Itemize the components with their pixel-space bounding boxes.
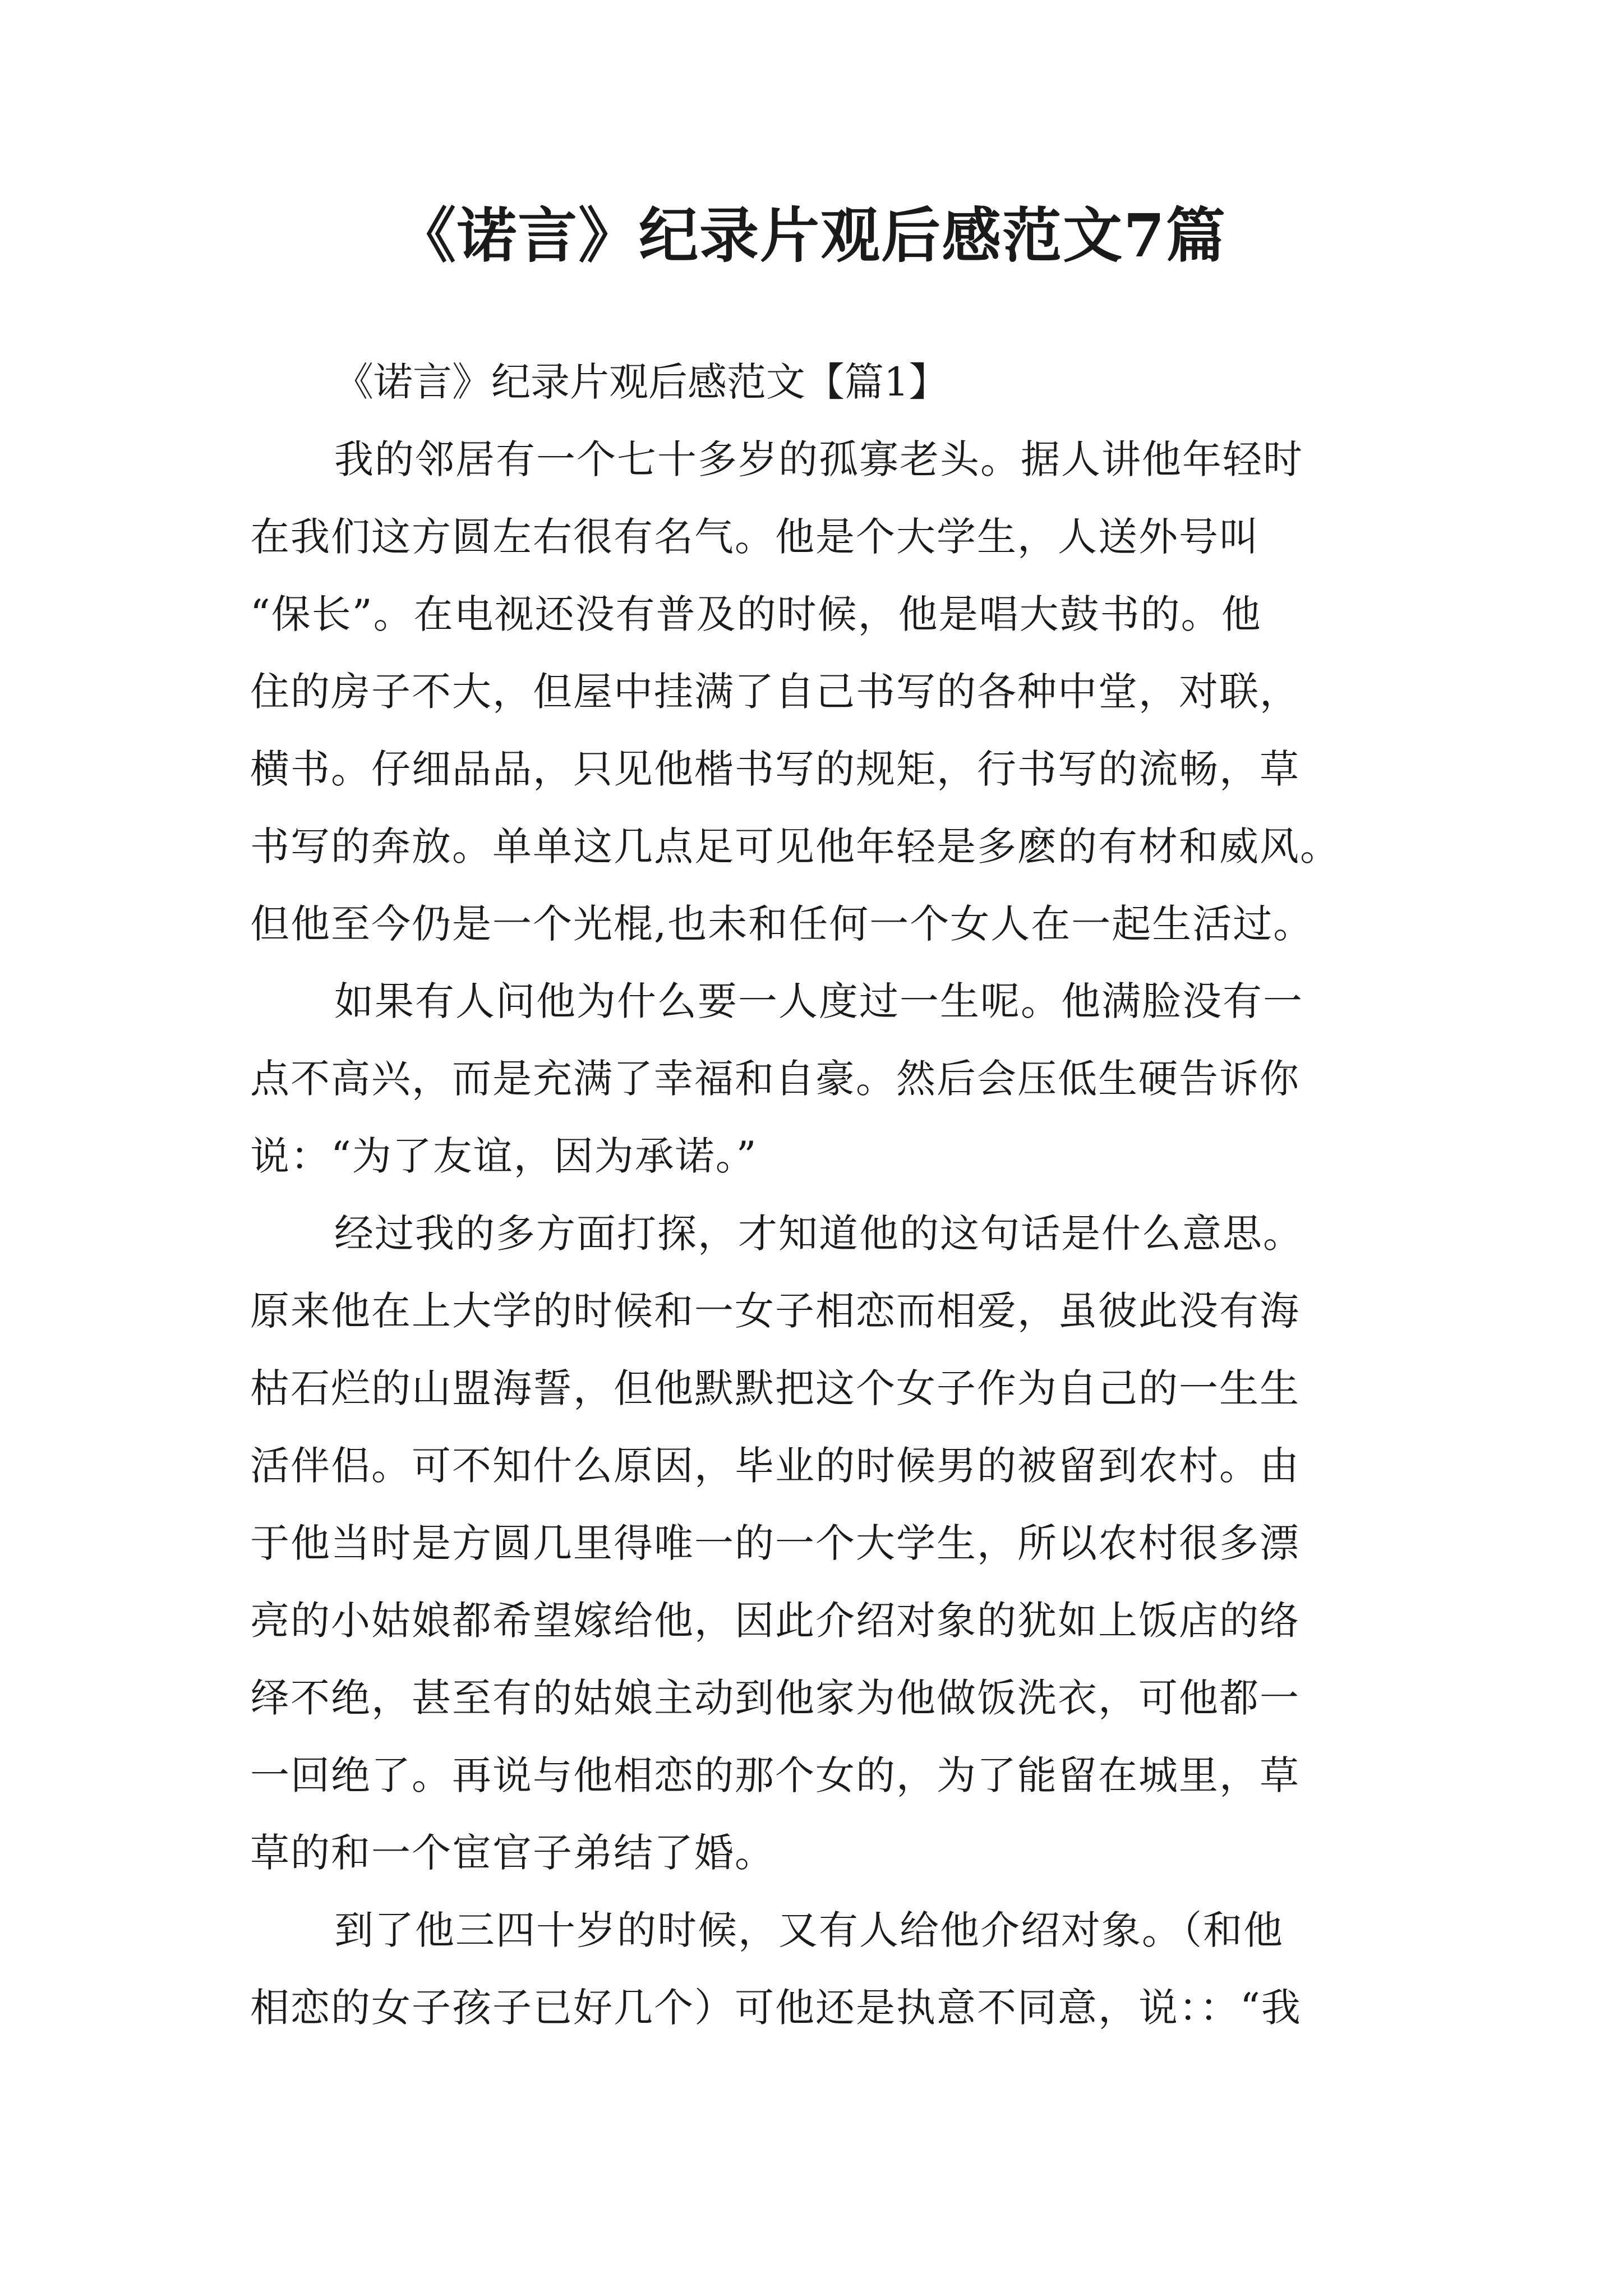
- text-line: 亮的小姑娘都希望嫁给他，因此介绍对象的犹如上饭店的络: [250, 1598, 1300, 1644]
- paragraph-4: [250, 1892, 1389, 2046]
- text-line: 枯石烂的山盟海誓，但他默默把这个女子作为自己的一生生: [250, 1365, 1300, 1411]
- text-line: 经过我的多方面打探，才知道他的这句话是什么意思。: [334, 1211, 1303, 1257]
- text-line: 我的邻居有一个七十多岁的孤寡老头。据人讲他年轻时: [334, 436, 1303, 482]
- document-title: 《诺言》纪录片观后感范文7篇: [396, 200, 1227, 270]
- text-line: 相恋的女子孩子已好几个）可他还是执意不同意，说：：“我: [250, 1985, 1302, 2031]
- text-line: 于他当时是方圆几里得唯一的一个大学生，所以农村很多漂: [250, 1520, 1300, 1566]
- document-body: [250, 343, 1389, 2046]
- text-line: 活伴侣。可不知什么原因，毕业的时候男的被留到农村。由: [250, 1443, 1300, 1489]
- paragraph-1: [250, 421, 1389, 963]
- text-line: 横书。仔细品品，只见他楷书写的规矩，行书写的流畅，草: [250, 746, 1300, 792]
- paragraph-3: [250, 1195, 1389, 1892]
- text-line: 住的房子不大，但屋中挂满了自己书写的各种中堂，对联，: [250, 669, 1300, 715]
- text-line: 点不高兴，而是充满了幸福和自豪。然后会压低生硬告诉你: [250, 1056, 1300, 1102]
- paragraph-2: [250, 963, 1389, 1195]
- text-line: 如果有人问他为什么要一人度过一生呢。他满脸没有一: [334, 978, 1303, 1024]
- text-line: 书写的奔放。单单这几点足可见他年轻是多麽的有材和威风。: [250, 823, 1340, 869]
- text-line: “保长”。在电视还没有普及的时候，他是唱大鼓书的。他: [250, 591, 1262, 637]
- text-line: 原来他在上大学的时候和一女子相恋而相爱，虽彼此没有海: [250, 1288, 1300, 1334]
- text-line: 但他至今仍是一个光棍,也未和任何一个女人在一起生活过。: [250, 901, 1314, 947]
- text-line: 一回绝了。再说与他相恋的那个女的，为了能留在城里，草: [250, 1752, 1300, 1798]
- text-line: 说：“为了友谊，因为承诺。”: [250, 1133, 758, 1179]
- text-line: 到了他三四十岁的时候，又有人给他介绍对象。（和他: [334, 1907, 1284, 1953]
- text-line: 绎不绝，甚至有的姑娘主动到他家为他做饭洗衣，可他都一: [250, 1675, 1300, 1721]
- text-line: 在我们这方圆左右很有名气。他是个大学生，人送外号叫: [250, 514, 1260, 560]
- section-heading: 《诺言》纪录片观后感范文【篇1】: [334, 359, 948, 405]
- text-line: 草的和一个宦官子弟结了婚。: [250, 1830, 775, 1876]
